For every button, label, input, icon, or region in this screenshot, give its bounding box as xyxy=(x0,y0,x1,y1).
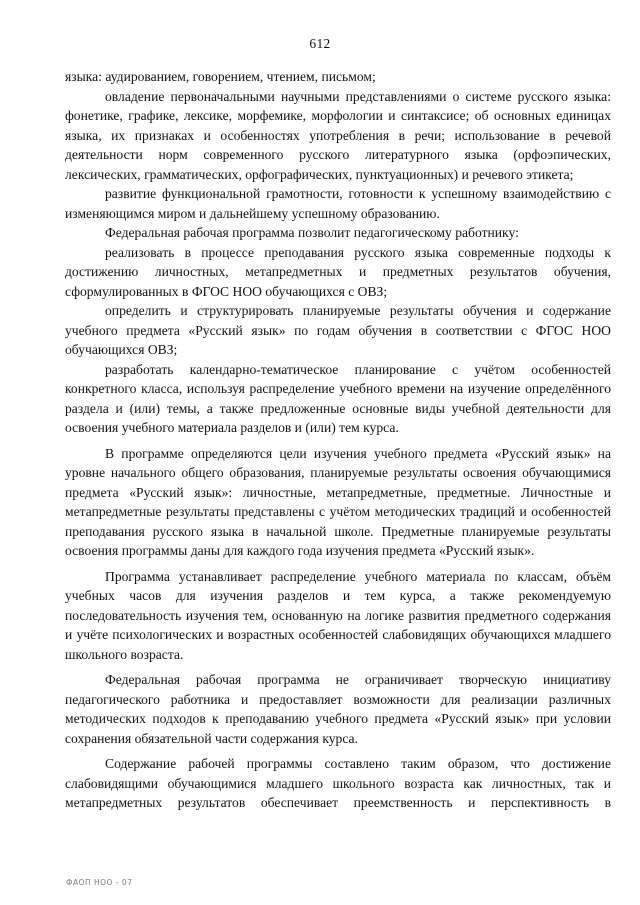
paragraph-functional-literacy: развитие функциональной грамотности, готовности к успешному взаимодействию с изменяющимся миром и дальнейшему успешному образованию. xyxy=(65,186,611,221)
page-number: 612 xyxy=(309,36,331,51)
paragraph-program-goals: В программе определяются цели изучения учебного предмета «Русский язык» на уровне начального общего образования, планируемые результаты освоения обучающимися предмета «Русский язык»: личностные, метапредметные, предметные. Личностные и метапредметные результаты представлены с учётом методических традиций и особенностей преподавания русского языка в начальной школе. Предметные планируемые результаты освоения программы даны для каждого года изучения предмета «Русский язык». xyxy=(65,445,611,558)
paragraph-implement-approaches: реализовать в процессе преподавания русского языка современные подходы к достижению личностных, метапредметных и предметных результатов обучения, сформулированных в ФГОС НОО обучающихся с ОВЗ; xyxy=(65,244,611,299)
paragraph-define-results: определить и структурировать планируемые результаты обучения и содержание учебного предмета «Русский язык» по годам обучения в соответствии с ФГОС НОО обучающихся ОВЗ; xyxy=(65,303,611,357)
paragraph-program-content: Содержание рабочей программы составлено таким образом, что достижение слабовидящими обучающимися младшего школьного возраста как личностных, так и метапредметных результатов обеспечивает преемственность и перспективность в xyxy=(65,756,611,810)
paragraph-language-activities: языка: аудированием, говорением, чтением, письмом; xyxy=(65,69,376,84)
body-text xyxy=(65,67,611,813)
paragraph-material-distribution: Программа устанавливает распределение учебного материала по классам, объём учебных часов для изучения разделов и тем курса, а также рекомендуемую последовательность изучения тем, основанную на логике развития предметного содержания и учёте психологических и возрастных особенностей слабовидящих обучающихся младшего школьного возраста. xyxy=(65,568,611,662)
paragraph-program-allows: Федеральная рабочая программа позволит педагогическому работнику: xyxy=(105,225,519,240)
paragraph-calendar-planning: разработать календарно-тематическое планирование с учётом особенностей конкретного класса, используя распределение учебного времени на изучение определённого раздела и (или) темы, а также предложенные основные виды учебной деятельности для освоения учебного материала разделов и (или) тем курса. xyxy=(65,361,611,435)
paragraph-teacher-initiative: Федеральная рабочая программа не ограничивает творческую инициативу педагогического работника и предоставляет возможности для реализации различных методических подходов к преподаванию учебного предмета «Русский язык» при условии сохранения обязательной части содержания курса. xyxy=(65,672,611,746)
paragraph-scientific-concepts: овладение первоначальными научными представлениями о системе русского языка: фонетике, графике, лексике, морфемике, морфологии и синтаксисе; об основных единицах языка, их признаках и особенностях употребления в речи; использование в речевой деятельности норм современного русского литературного языка (орфоэпических, лексических, грамматических, орфографических, пунктуационных) и речевого этикета; xyxy=(65,88,611,182)
footer-document-code: ФАОП НОО - 07 xyxy=(66,878,133,887)
